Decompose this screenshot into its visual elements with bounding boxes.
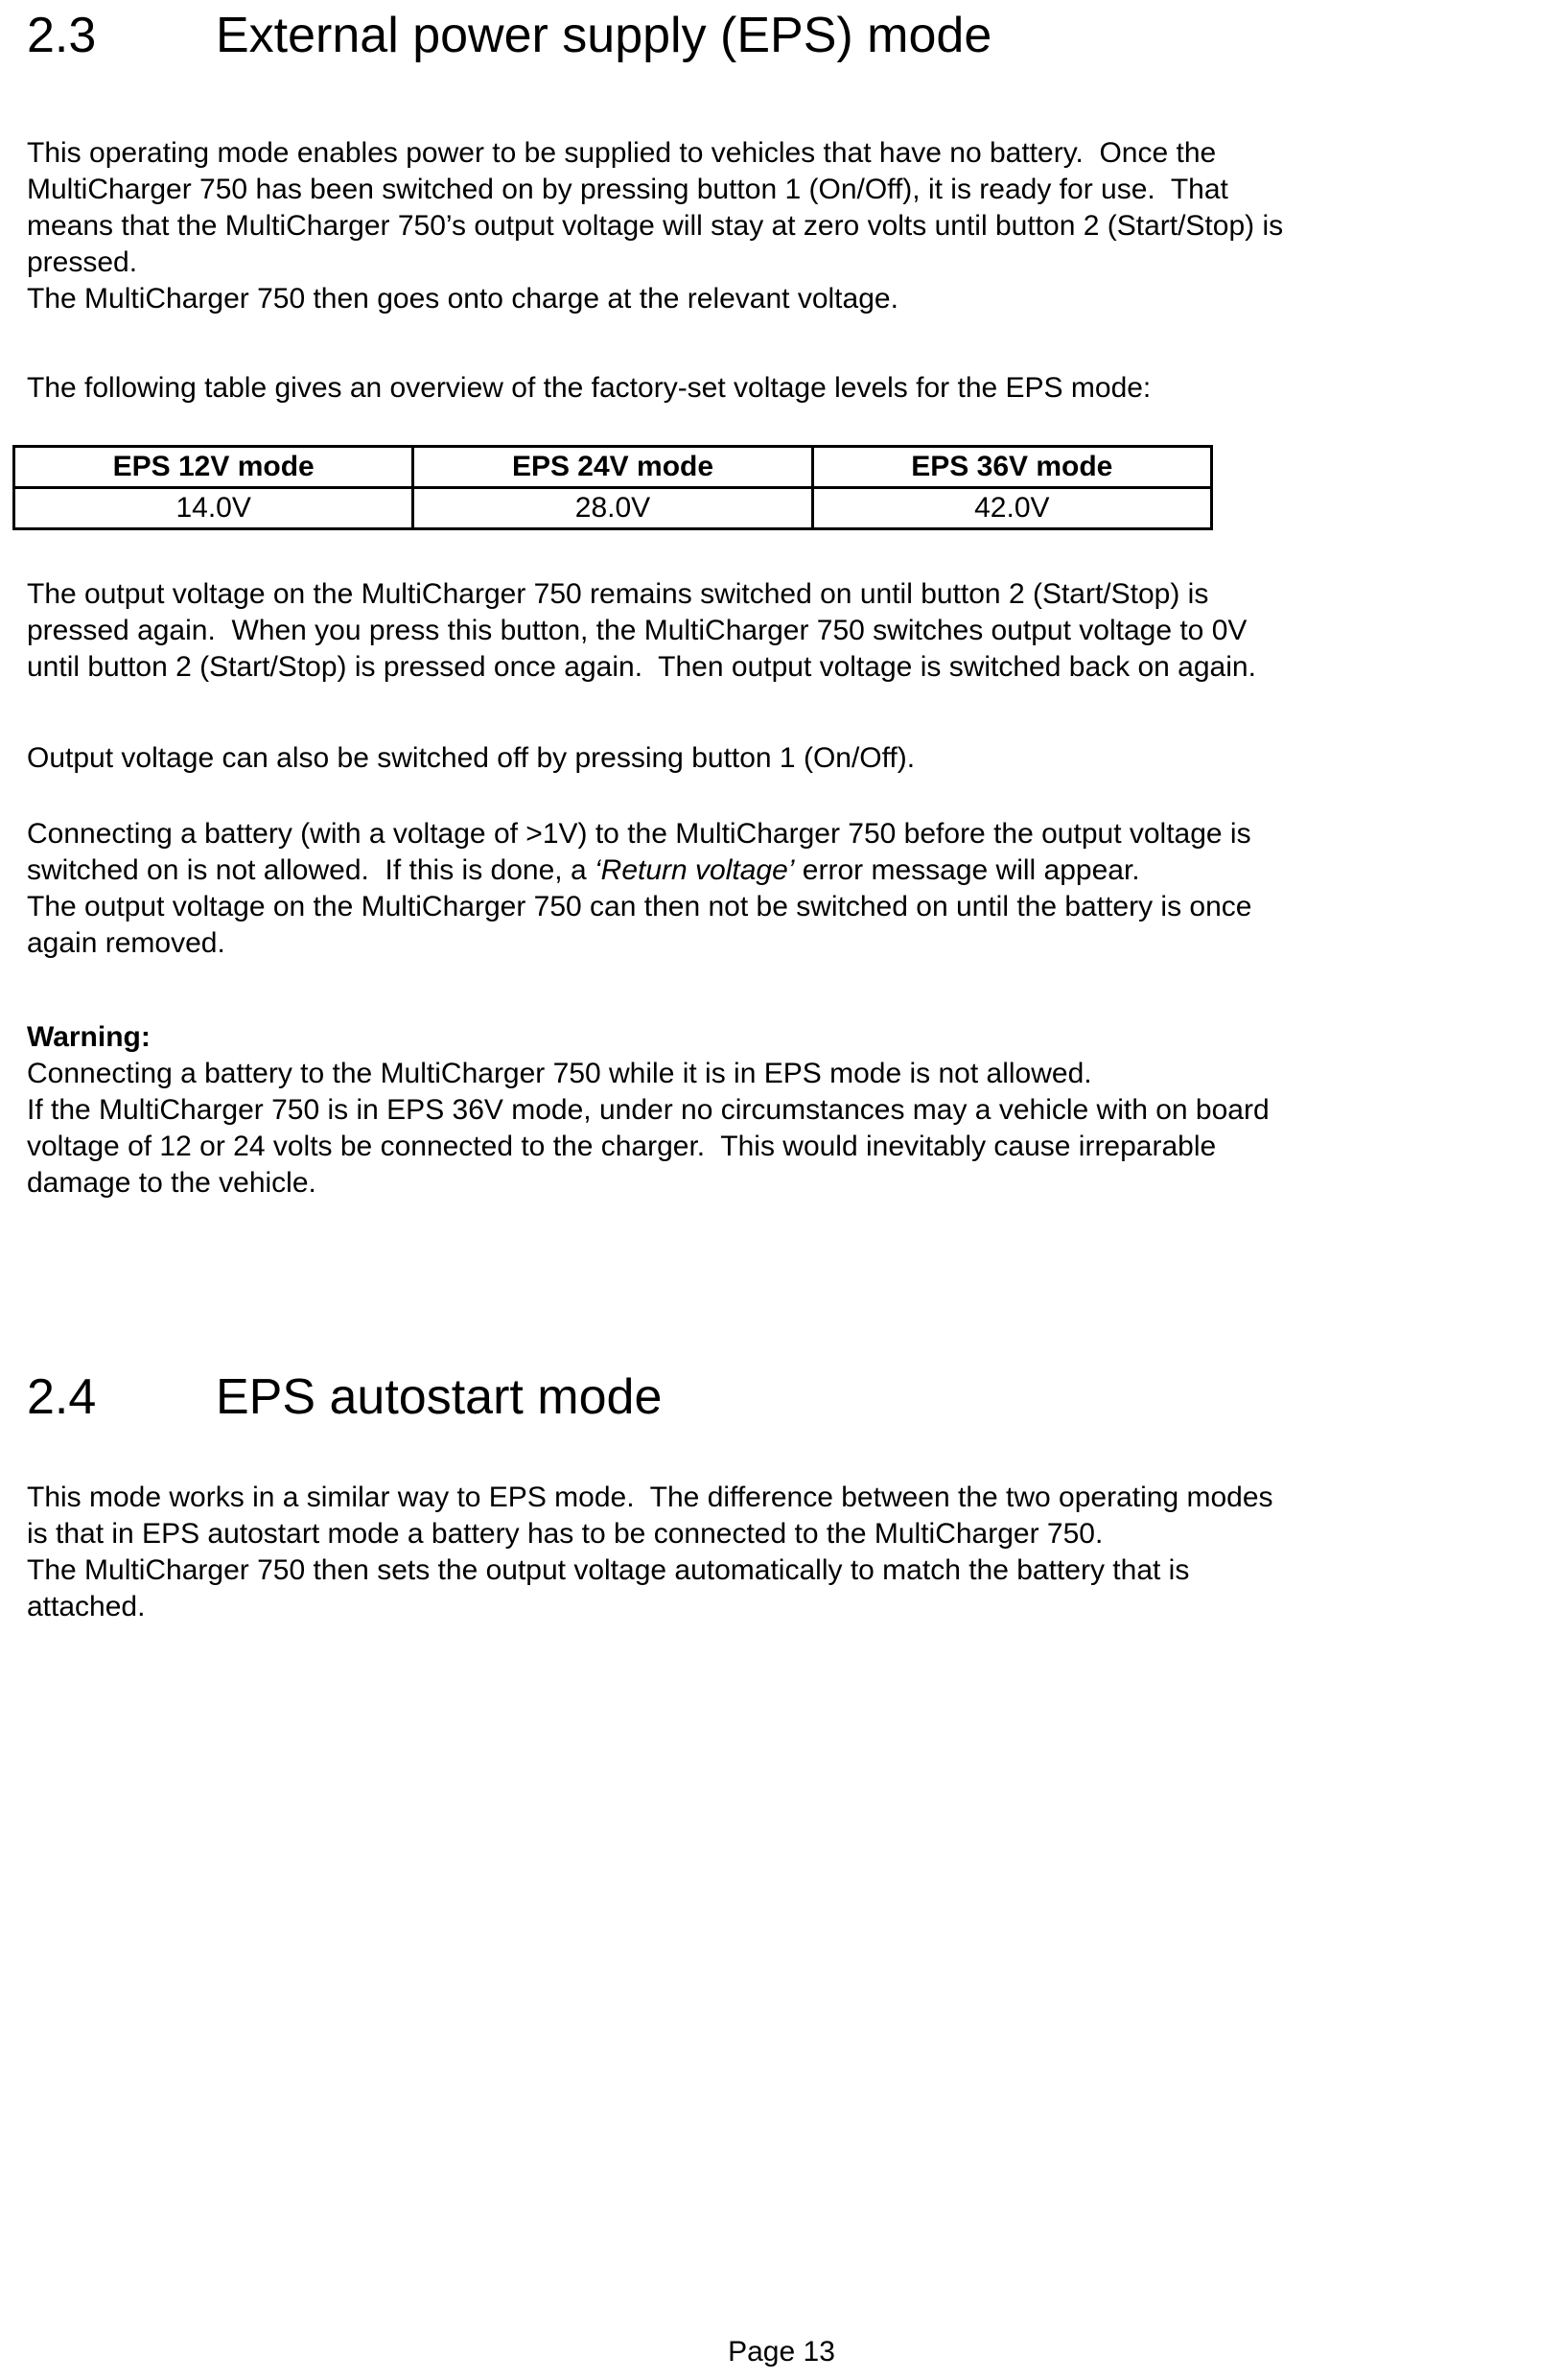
section-heading-2-3 <box>27 8 991 65</box>
warning-body: Connecting a battery to the MultiCharger 750 while it is in EPS mode is not allowed. If the MultiCharger 750 is in EPS 36V mode, under no circumstances may a vehicle with on board voltage of 12 or 24 volts be connected to the charger. This would inevitably cause irreparable damage to the vehicle. <box>27 1058 1270 1199</box>
section-number: 2.3 <box>27 8 97 63</box>
paragraph-battery-connection <box>27 816 1251 962</box>
battery-text-end: error message will appear. The output voltage on the MultiCharger 750 can then not be switched on until the battery is once again removed. <box>27 854 1252 959</box>
section-title: External power supply (EPS) mode <box>216 8 992 63</box>
table-header-row <box>14 447 1212 488</box>
table-value-eps-12v: 14.0V <box>14 488 413 529</box>
table-value-row <box>14 488 1212 529</box>
paragraph-table-intro: The following table gives an overview of the factory-set voltage levels for the EPS mode: <box>27 372 1152 404</box>
table-value-eps-36v: 42.0V <box>812 488 1211 529</box>
section-title: EPS autostart mode <box>216 1369 663 1425</box>
paragraph-eps-intro: This operating mode enables power to be supplied to vehicles that have no battery. Once the MultiCharger 750 has been switched on by pressing button 1 (On/Off), it is ready for use. That means that the MultiCharger 750’s output voltage will stay at zero volts until button 2 (Start/Stop) is pressed. The MultiCharger 750 then goes onto charge at the relevant voltage. <box>27 137 1284 315</box>
page-number: Page 13 <box>728 2336 835 2368</box>
battery-text-start: Connecting a battery (with a voltage of >1V) to the MultiCharger 750 before the output voltage is switched on is not allowed. If this is done, a <box>27 818 1251 886</box>
paragraph-after-table: The output voltage on the MultiCharger 750 remains switched on until button 2 (Start/Stop) is pressed again. When you press this button, the MultiCharger 750 switches output voltage to 0V until button 2 (Start/Stop) is pressed once again. Then output voltage is switched back on again. <box>27 578 1256 683</box>
table-header-eps-24v: EPS 24V mode <box>413 447 812 488</box>
warning-label: Warning: <box>27 1021 151 1053</box>
section-number: 2.4 <box>27 1369 97 1425</box>
table-header-eps-36v: EPS 36V mode <box>812 447 1211 488</box>
table-value-eps-24v: 28.0V <box>413 488 812 529</box>
return-voltage-italic: ‘Return voltage’ <box>595 854 795 886</box>
eps-voltage-table <box>12 445 1213 530</box>
paragraph-output-off: Output voltage can also be switched off by pressing button 1 (On/Off). <box>27 742 916 774</box>
table-header-eps-12v: EPS 12V mode <box>14 447 413 488</box>
paragraph-autostart: This mode works in a similar way to EPS mode. The difference between the two operating modes is that in EPS autostart mode a battery has to be connected to the MultiCharger 750. The MultiCharger 750 then sets the output voltage automatically to match the battery that is attached. <box>27 1482 1273 1622</box>
section-heading-2-4 <box>27 1369 662 1427</box>
